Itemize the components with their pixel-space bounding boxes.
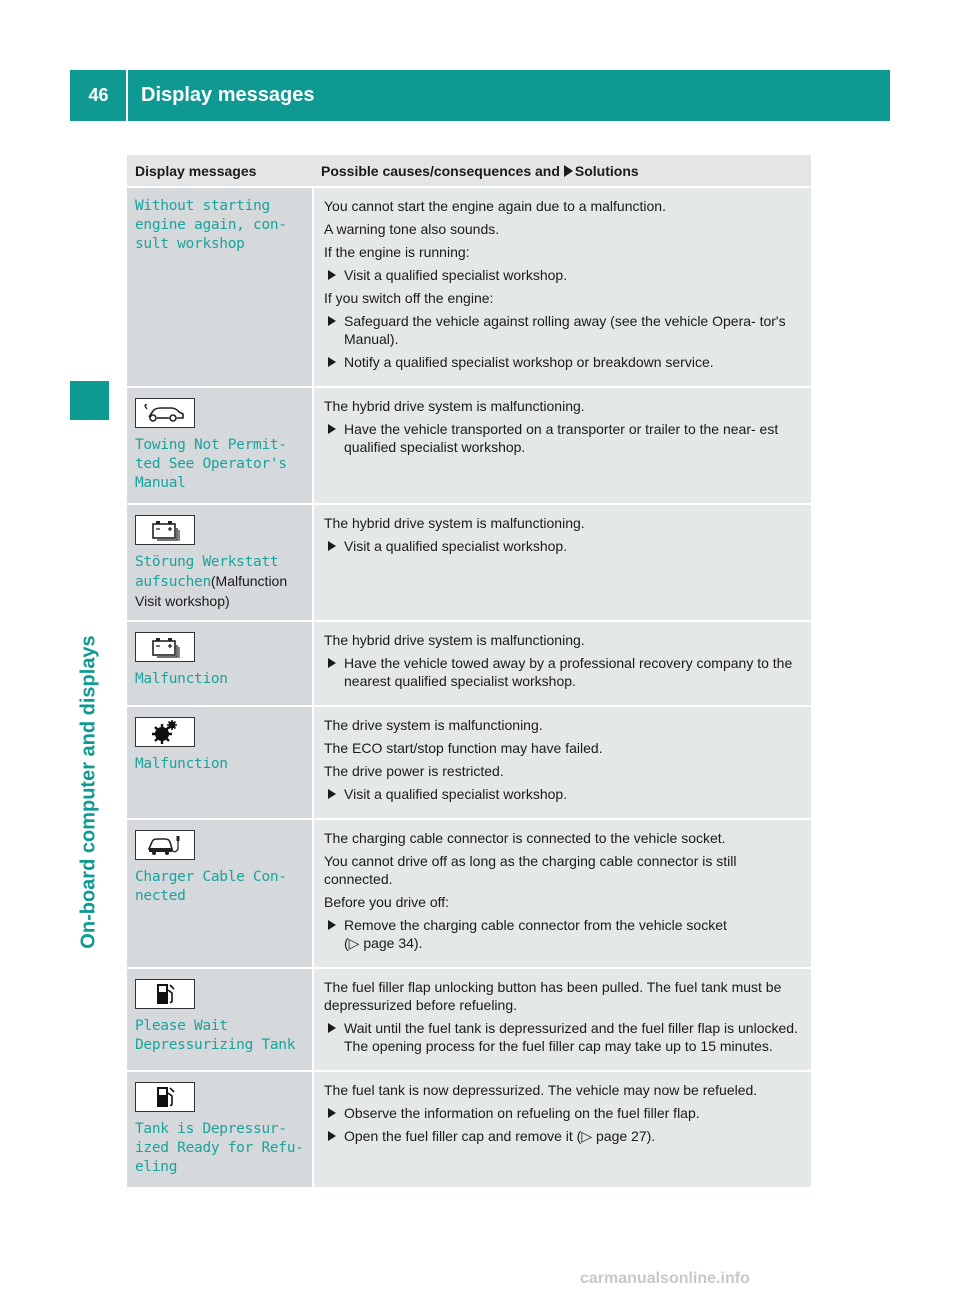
display-message-text: Charger Cable Con‐ nected — [135, 869, 287, 904]
chapter-marker — [70, 381, 109, 420]
message-cell — [127, 819, 313, 968]
step-text: Visit a qualified specialist workshop. — [344, 786, 568, 802]
table-header-row — [127, 155, 811, 187]
step-arrow-icon — [328, 920, 336, 930]
solution-cell — [313, 504, 811, 621]
solution-cell — [313, 706, 811, 819]
step-arrow-icon — [328, 270, 336, 280]
charging-cable-icon — [135, 830, 195, 860]
display-message-text: Störung Werkstatt — [135, 554, 279, 570]
display-message-text: Towing Not Permit‐ ted See Operator's Manual — [135, 437, 287, 491]
display-messages-table — [127, 155, 811, 1189]
step-text: Open the fuel filler cap and remove it (▷ page 27). — [344, 1128, 656, 1144]
step-arrow-icon — [328, 1023, 336, 1033]
solution-step — [324, 312, 803, 348]
table-row — [127, 706, 811, 819]
solution-cell — [313, 819, 811, 968]
message-cell — [127, 706, 313, 819]
cause-text: Before you drive off: — [324, 894, 450, 910]
solution-step — [324, 1019, 803, 1055]
gear-icon — [135, 717, 195, 747]
cause-text: The hybrid drive system is malfunctioning. — [324, 632, 585, 648]
solution-step — [324, 1127, 803, 1145]
page-reference: (▷ page 34). — [344, 935, 423, 951]
step-arrow-icon — [328, 1108, 336, 1118]
solution-step — [324, 537, 803, 555]
col-header-solutions-label: Solutions — [574, 162, 639, 179]
solution-step — [324, 420, 803, 456]
step-text: Safeguard the vehicle against rolling away (see the vehicle Opera‐ tor's Manual). — [344, 313, 786, 347]
cause-text: You cannot start the engine again due to a malfunction. — [324, 198, 666, 214]
cause-text: The drive power is restricted. — [324, 763, 504, 779]
towing-car-icon — [135, 398, 195, 428]
step-text: Remove the charging cable connector from the vehicle socket — [344, 917, 727, 933]
fuel-pump-icon — [135, 1082, 195, 1112]
step-text: Notify a qualified specialist workshop or breakdown service. — [344, 354, 714, 370]
display-message-text: Tank is Depressur‐ ized Ready for Refu‐ eling — [135, 1121, 304, 1175]
solution-cell — [313, 1071, 811, 1188]
step-arrow-icon — [328, 789, 336, 799]
cause-text: You cannot drive off as long as the charging cable connector is still connected. — [324, 853, 737, 887]
solution-step — [324, 353, 803, 371]
message-cell — [127, 387, 313, 504]
cause-text: The fuel tank is now depressurized. The vehicle may now be refueled. — [324, 1082, 758, 1098]
solution-step — [324, 266, 803, 284]
solution-step — [324, 654, 803, 690]
step-arrow-icon — [328, 541, 336, 551]
solution-step — [324, 1104, 803, 1122]
solution-cell — [313, 621, 811, 706]
col-header-messages: Display messages — [127, 155, 313, 187]
watermark: carmanualsonline.info — [580, 1270, 750, 1287]
display-message-text-b: aufsuchen — [135, 574, 211, 590]
message-cell — [127, 187, 313, 387]
cause-text: If you switch off the engine: — [324, 290, 494, 306]
step-text: Have the vehicle towed away by a professional recovery company to the nearest qualified specialist workshop. — [344, 655, 793, 689]
table-row — [127, 187, 811, 387]
cause-text: The ECO start/stop function may have failed. — [324, 740, 603, 756]
cause-text: The hybrid drive system is malfunctioning. — [324, 398, 585, 414]
step-text: Visit a qualified specialist workshop. — [344, 538, 568, 554]
solution-cell — [313, 387, 811, 504]
step-arrow-icon — [328, 1131, 336, 1141]
step-arrow-icon — [328, 658, 336, 668]
message-cell — [127, 621, 313, 706]
message-cell — [127, 968, 313, 1071]
message-cell — [127, 504, 313, 621]
step-note: The opening process for the fuel filler cap may take up to 15 minutes. — [344, 1038, 773, 1054]
col-header-solutions — [313, 155, 811, 187]
step-text: Observe the information on refueling on the fuel filler flap. — [344, 1105, 700, 1121]
message-cell — [127, 1071, 313, 1188]
cause-text: The drive system is malfunctioning. — [324, 717, 543, 733]
solution-step — [324, 916, 803, 952]
table-row — [127, 819, 811, 968]
display-message-text: Without starting engine again, con‐ sult workshop — [135, 198, 287, 252]
table-row — [127, 387, 811, 504]
cause-text: The charging cable connector is connected to the vehicle socket. — [324, 830, 726, 846]
cause-text: The fuel filler flap unlocking button has been pulled. The fuel tank must be depressurized before refueling. — [324, 979, 782, 1013]
step-arrow-icon — [328, 316, 336, 326]
step-text: Wait until the fuel tank is depressurized and the fuel filler flap is unlocked. — [344, 1020, 798, 1036]
solution-cell — [313, 968, 811, 1071]
table-row — [127, 968, 811, 1071]
solution-step — [324, 785, 803, 803]
table-row — [127, 1071, 811, 1188]
step-text: Have the vehicle transported on a transporter or trailer to the near‐ est qualified specialist workshop. — [344, 421, 779, 455]
cause-text: If the engine is running: — [324, 244, 470, 260]
fuel-pump-icon — [135, 979, 195, 1009]
step-arrow-icon — [328, 357, 336, 367]
battery-icon — [135, 632, 195, 662]
message-translation: (Malfunction — [210, 573, 288, 589]
chapter-title: On-board computer and displays — [77, 635, 100, 949]
display-message-text: Please Wait Depressurizing Tank — [135, 1018, 296, 1053]
solution-cell — [313, 187, 811, 387]
display-message-text: Malfunction — [135, 756, 228, 772]
col-header-solutions-text: Possible causes/consequences and — [321, 162, 560, 179]
cause-text: A warning tone also sounds. — [324, 221, 500, 237]
table-row — [127, 621, 811, 706]
step-text: Visit a qualified specialist workshop. — [344, 267, 568, 283]
message-translation-cont: Visit workshop) — [135, 593, 230, 609]
battery-icon — [135, 515, 195, 545]
step-arrow-icon — [328, 424, 336, 434]
header-divider — [126, 70, 128, 121]
page-number: 46 — [88, 85, 109, 105]
cause-text: The hybrid drive system is malfunctioning. — [324, 515, 585, 531]
display-message-text: Malfunction — [135, 671, 228, 687]
page-title: Display messages — [141, 84, 315, 106]
arrow-icon — [564, 165, 573, 177]
table-row — [127, 504, 811, 621]
